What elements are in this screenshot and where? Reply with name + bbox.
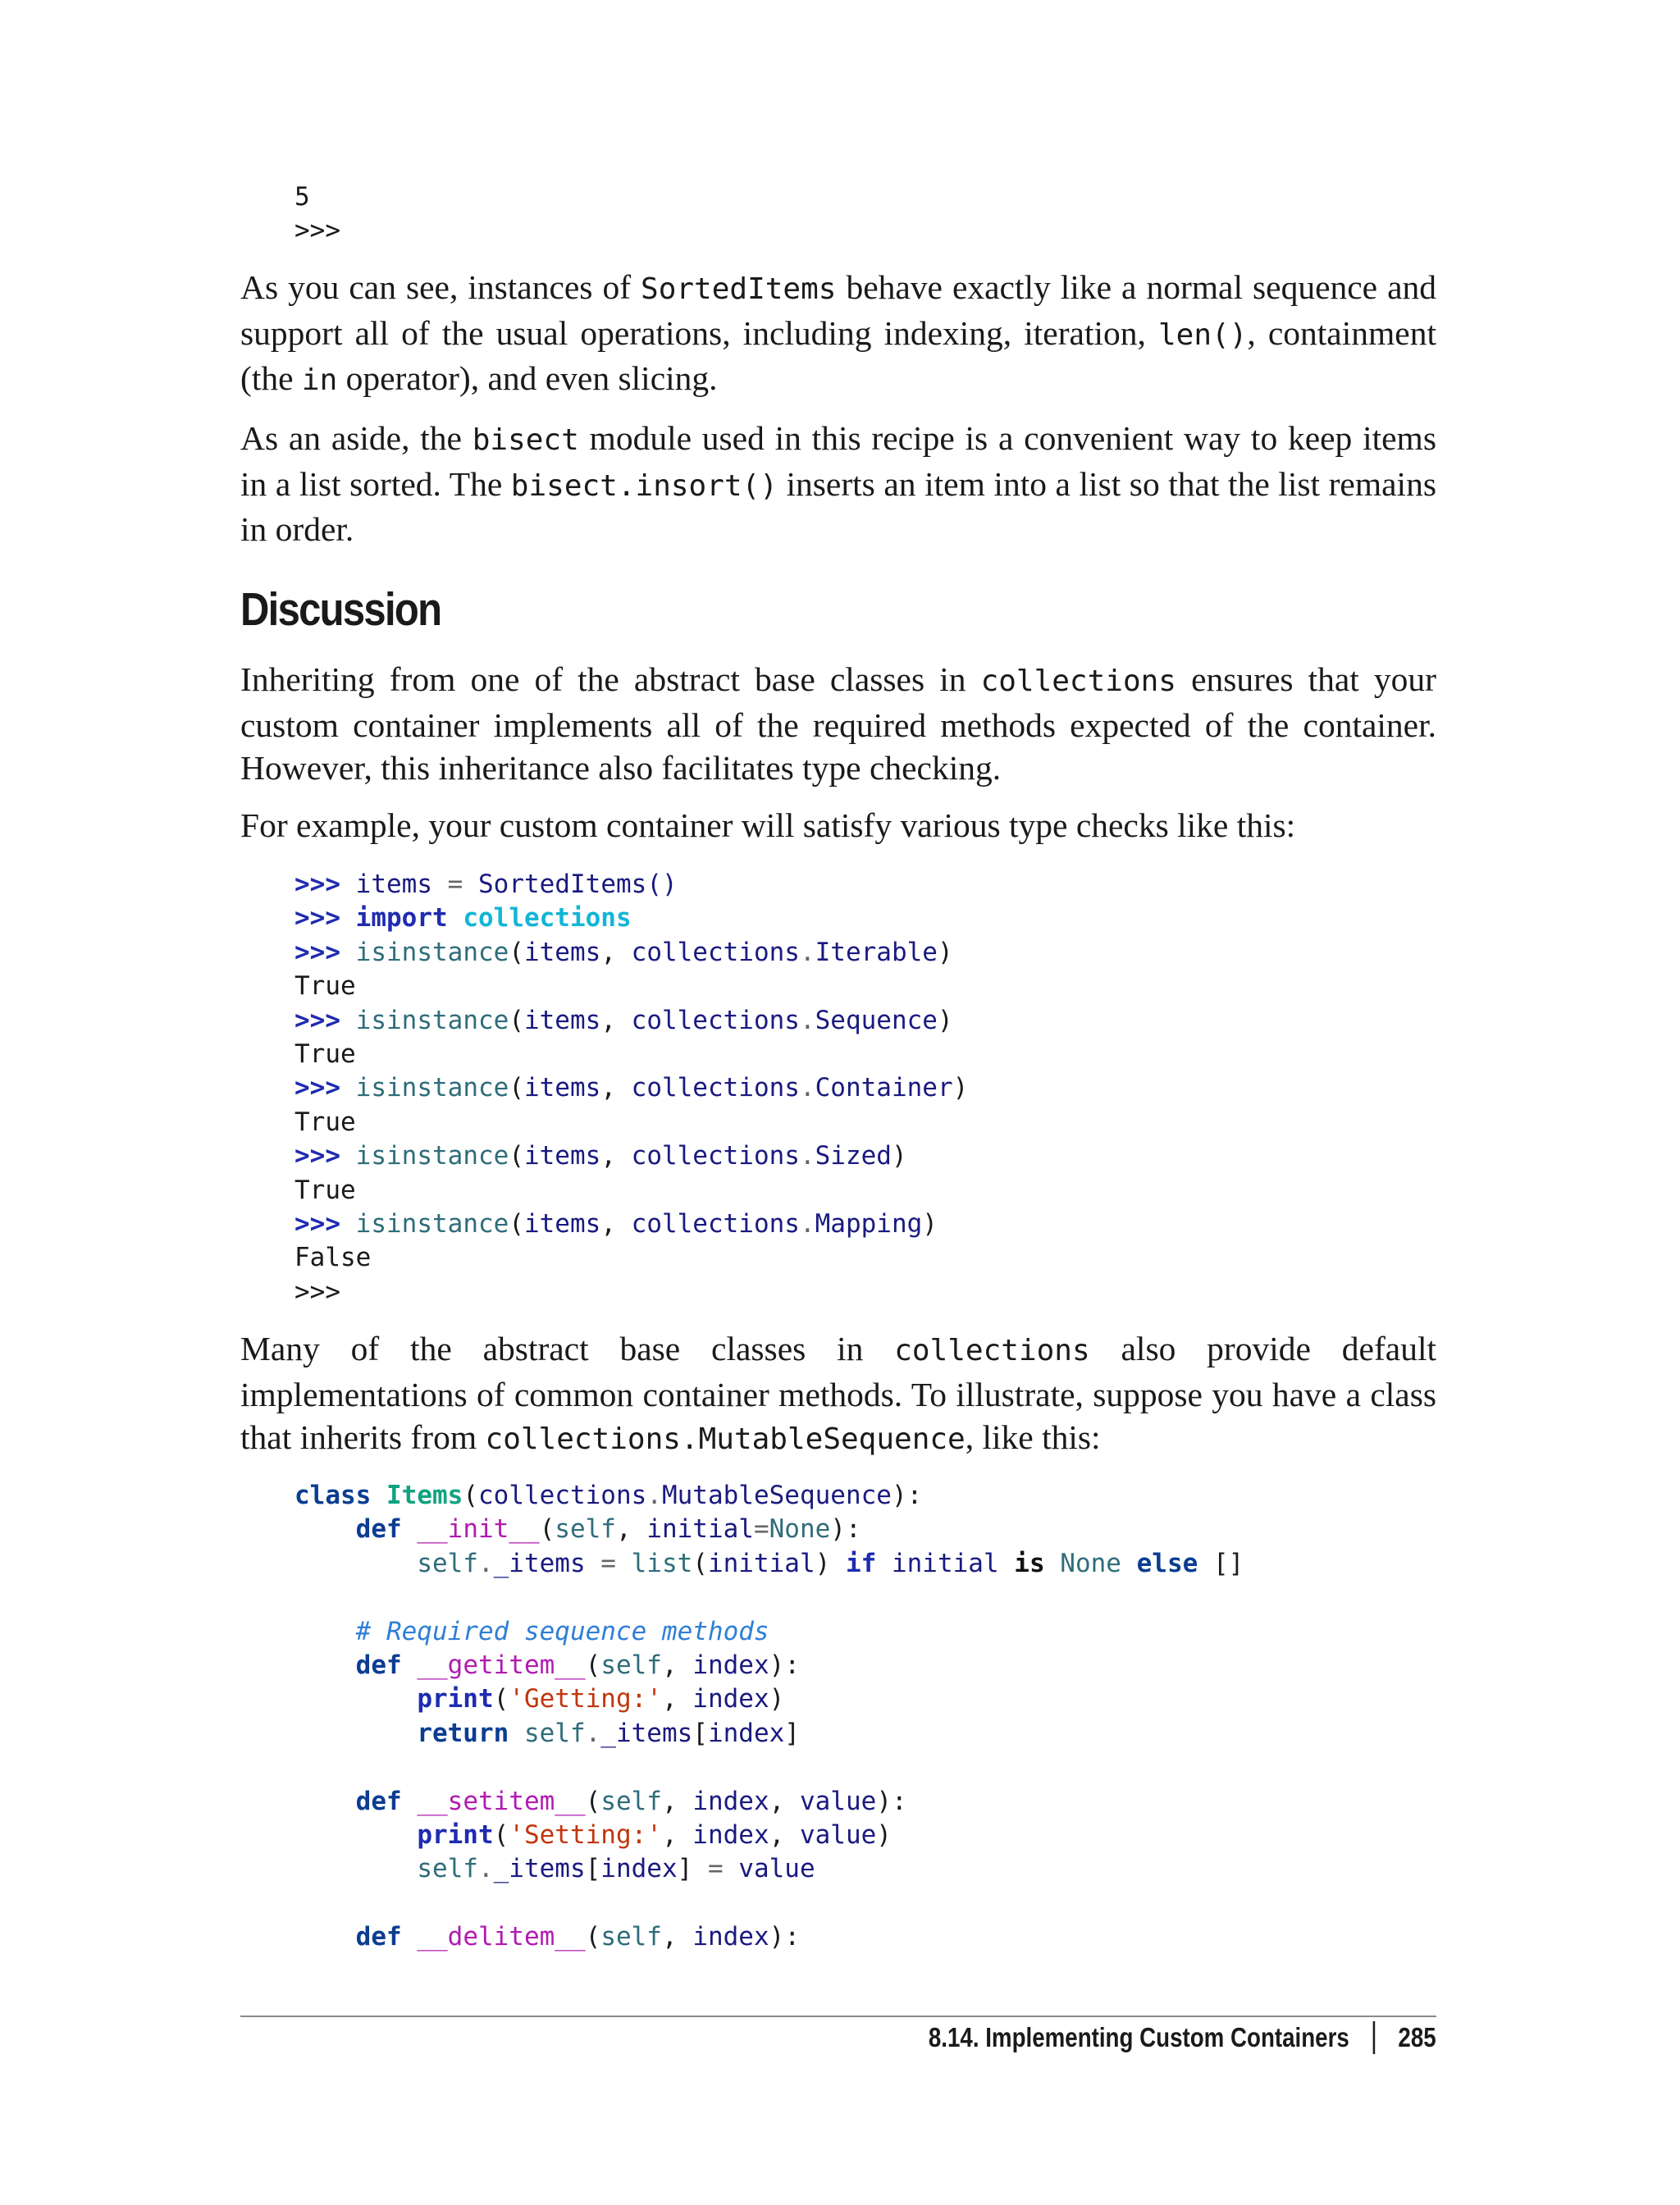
footer-separator (1373, 2021, 1376, 2054)
code-output: 5 (294, 182, 310, 212)
code-block-top (240, 180, 1436, 249)
code-prompt: >>> (294, 216, 340, 246)
inline-code: len() (1158, 317, 1248, 352)
paragraph-bisect: As an aside, the bisect module used in this recipe is a convenient way to keep items in a list sorted. The bisect.insort() inserts an item into a list so that the list remains in order. (240, 419, 1436, 548)
inline-code: collections (894, 1334, 1090, 1367)
paragraph-default-implementations: Many of the abstract base classes in collections also provide default implementations of common container methods. To illustrate, suppose you have a class that inherits from collections.MutableSequence, like this: (240, 1330, 1436, 1456)
page-footer (929, 2021, 1436, 2054)
inline-code: SortedItems (641, 272, 837, 306)
inline-code: in (301, 363, 338, 397)
footer-section-title: 8.14. Implementing Custom Containers (929, 2022, 1350, 2052)
paragraph-example: For example, your custom container will satisfy various type checks like this: (240, 806, 1296, 844)
code-block-isinstance: >>> items = SortedItems() >>> import collections >>> isinstance(items, collections.Iterable) True >>> isinstance(items, collections.Sequence) True >>> isinstance(items, collections.Container) True >>> isinstance(items, collections.Sized) True >>> isinstance(items, collections.Mapping) False >>> (294, 870, 969, 1307)
page-number: 285 (1398, 2022, 1436, 2052)
section-heading: Discussion (240, 583, 441, 636)
inline-code: collections (980, 664, 1176, 698)
inline-code: collections.MutableSequence (485, 1422, 966, 1456)
code-block-items-class: class Items(collections.MutableSequence): def __init__(self, initial=None): self._items = list(initial) if initial is None else [] # Required sequence methods def __getitem__(self, index): print('Getting:', index) return self._items[index] def __setitem__(self, index, value): print('Setting:', index, value) self._items[index] = value def __delitem__(self, index): (294, 1481, 1244, 1952)
paragraph-sequence-behavior: As you can see, instances of SortedItems behave exactly like a normal sequence and support all of the usual operations, including indexing, iteration, len(), containment (the in operator), and even slicing. (240, 268, 1436, 397)
footer-rule (240, 2016, 1436, 2017)
inline-code: bisect.insort() (510, 468, 778, 503)
inline-code: bisect (472, 423, 579, 457)
paragraph-inheriting: Inheriting from one of the abstract base classes in collections ensures that your custom container implements all of the required methods expected of the container. However, this inheritance also facilitates type checking. (240, 660, 1436, 787)
